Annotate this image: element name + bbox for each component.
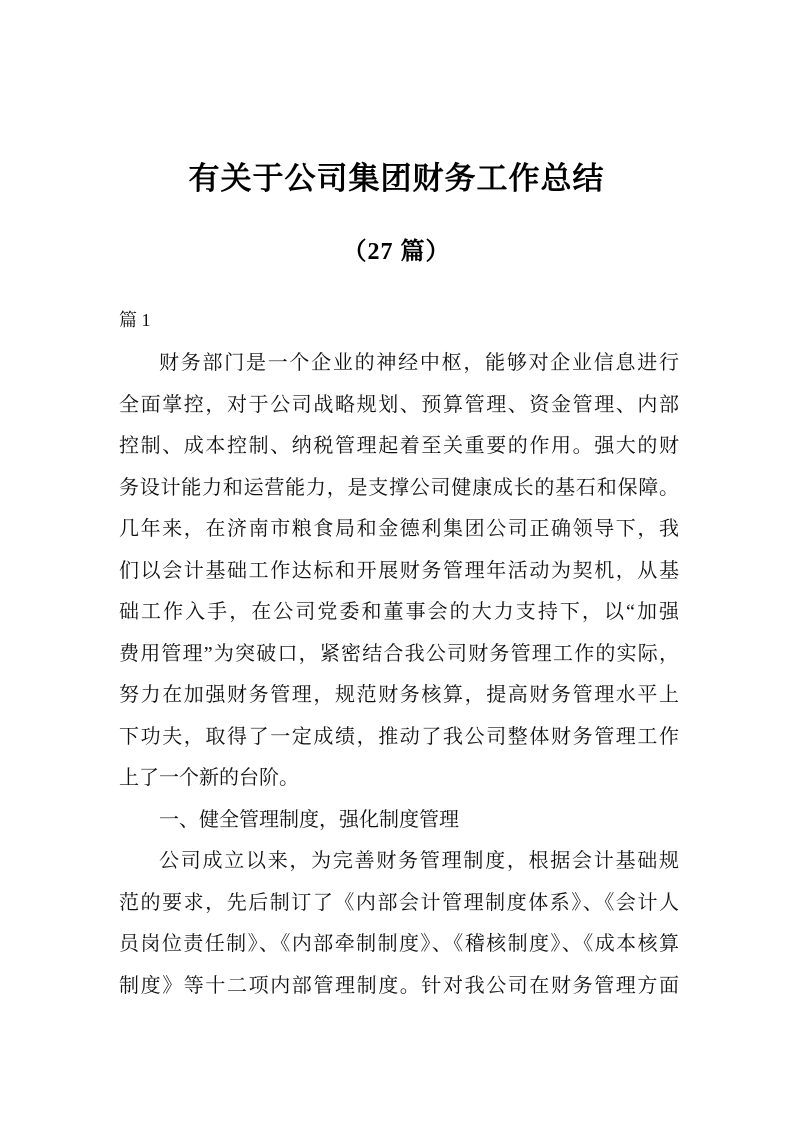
section-heading: 一、健全管理制度，强化制度管理 [159,808,459,831]
paragraph-line: 制度》等十二项内部管理制度。针对我公司在财务管理方面 [119,974,679,997]
paragraph-line: 控制、成本控制、纳税管理起着至关重要的作用。强大的财 [119,435,679,457]
paragraph-line: 下功夫，取得了一定成绩，推动了我公司整体财务管理工作 [119,725,679,748]
paragraph-line: 费用管理”为突破口，紧密结合我公司财务管理工作的实际， [119,642,679,665]
paragraph-line: 努力在加强财务管理，规范财务核算，提高财务管理水平上 [119,684,679,706]
paragraph-line: 员岗位责任制》、《内部牵制制度》、《稽核制度》、《成本核算 [119,933,679,955]
paragraph-line: 础工作入手，在公司党委和董事会的大力支持下，以“加强 [119,601,679,623]
paragraph-line: 们以会计基础工作达标和开展财务管理年活动为契机，从基 [119,559,679,582]
paragraph-line: 几年来，在济南市粮食局和金德利集团公司正确领导下，我 [119,518,679,540]
document-title: 有关于公司集团财务工作总结 [188,161,605,196]
paragraph-line: 范的要求，先后制订了《内部会计管理制度体系》、《会计人 [119,891,679,914]
paragraph-line: 务设计能力和运营能力，是支撑公司健康成长的基石和保障。 [119,476,679,499]
paragraph-line: 上了一个新的台阶。 [119,767,299,789]
section-label: 篇 1 [119,310,151,330]
paragraph-line: 全面掌控，对于公司战略规划、预算管理、资金管理、内部 [119,393,679,416]
paragraph-line: 公司成立以来，为完善财务管理制度，根据会计基础规 [159,850,679,872]
document-subtitle: （27 篇） [342,239,451,265]
document-body [119,343,679,1007]
paragraph-line: 财务部门是一个企业的神经中枢，能够对企业信息进行 [159,352,679,374]
